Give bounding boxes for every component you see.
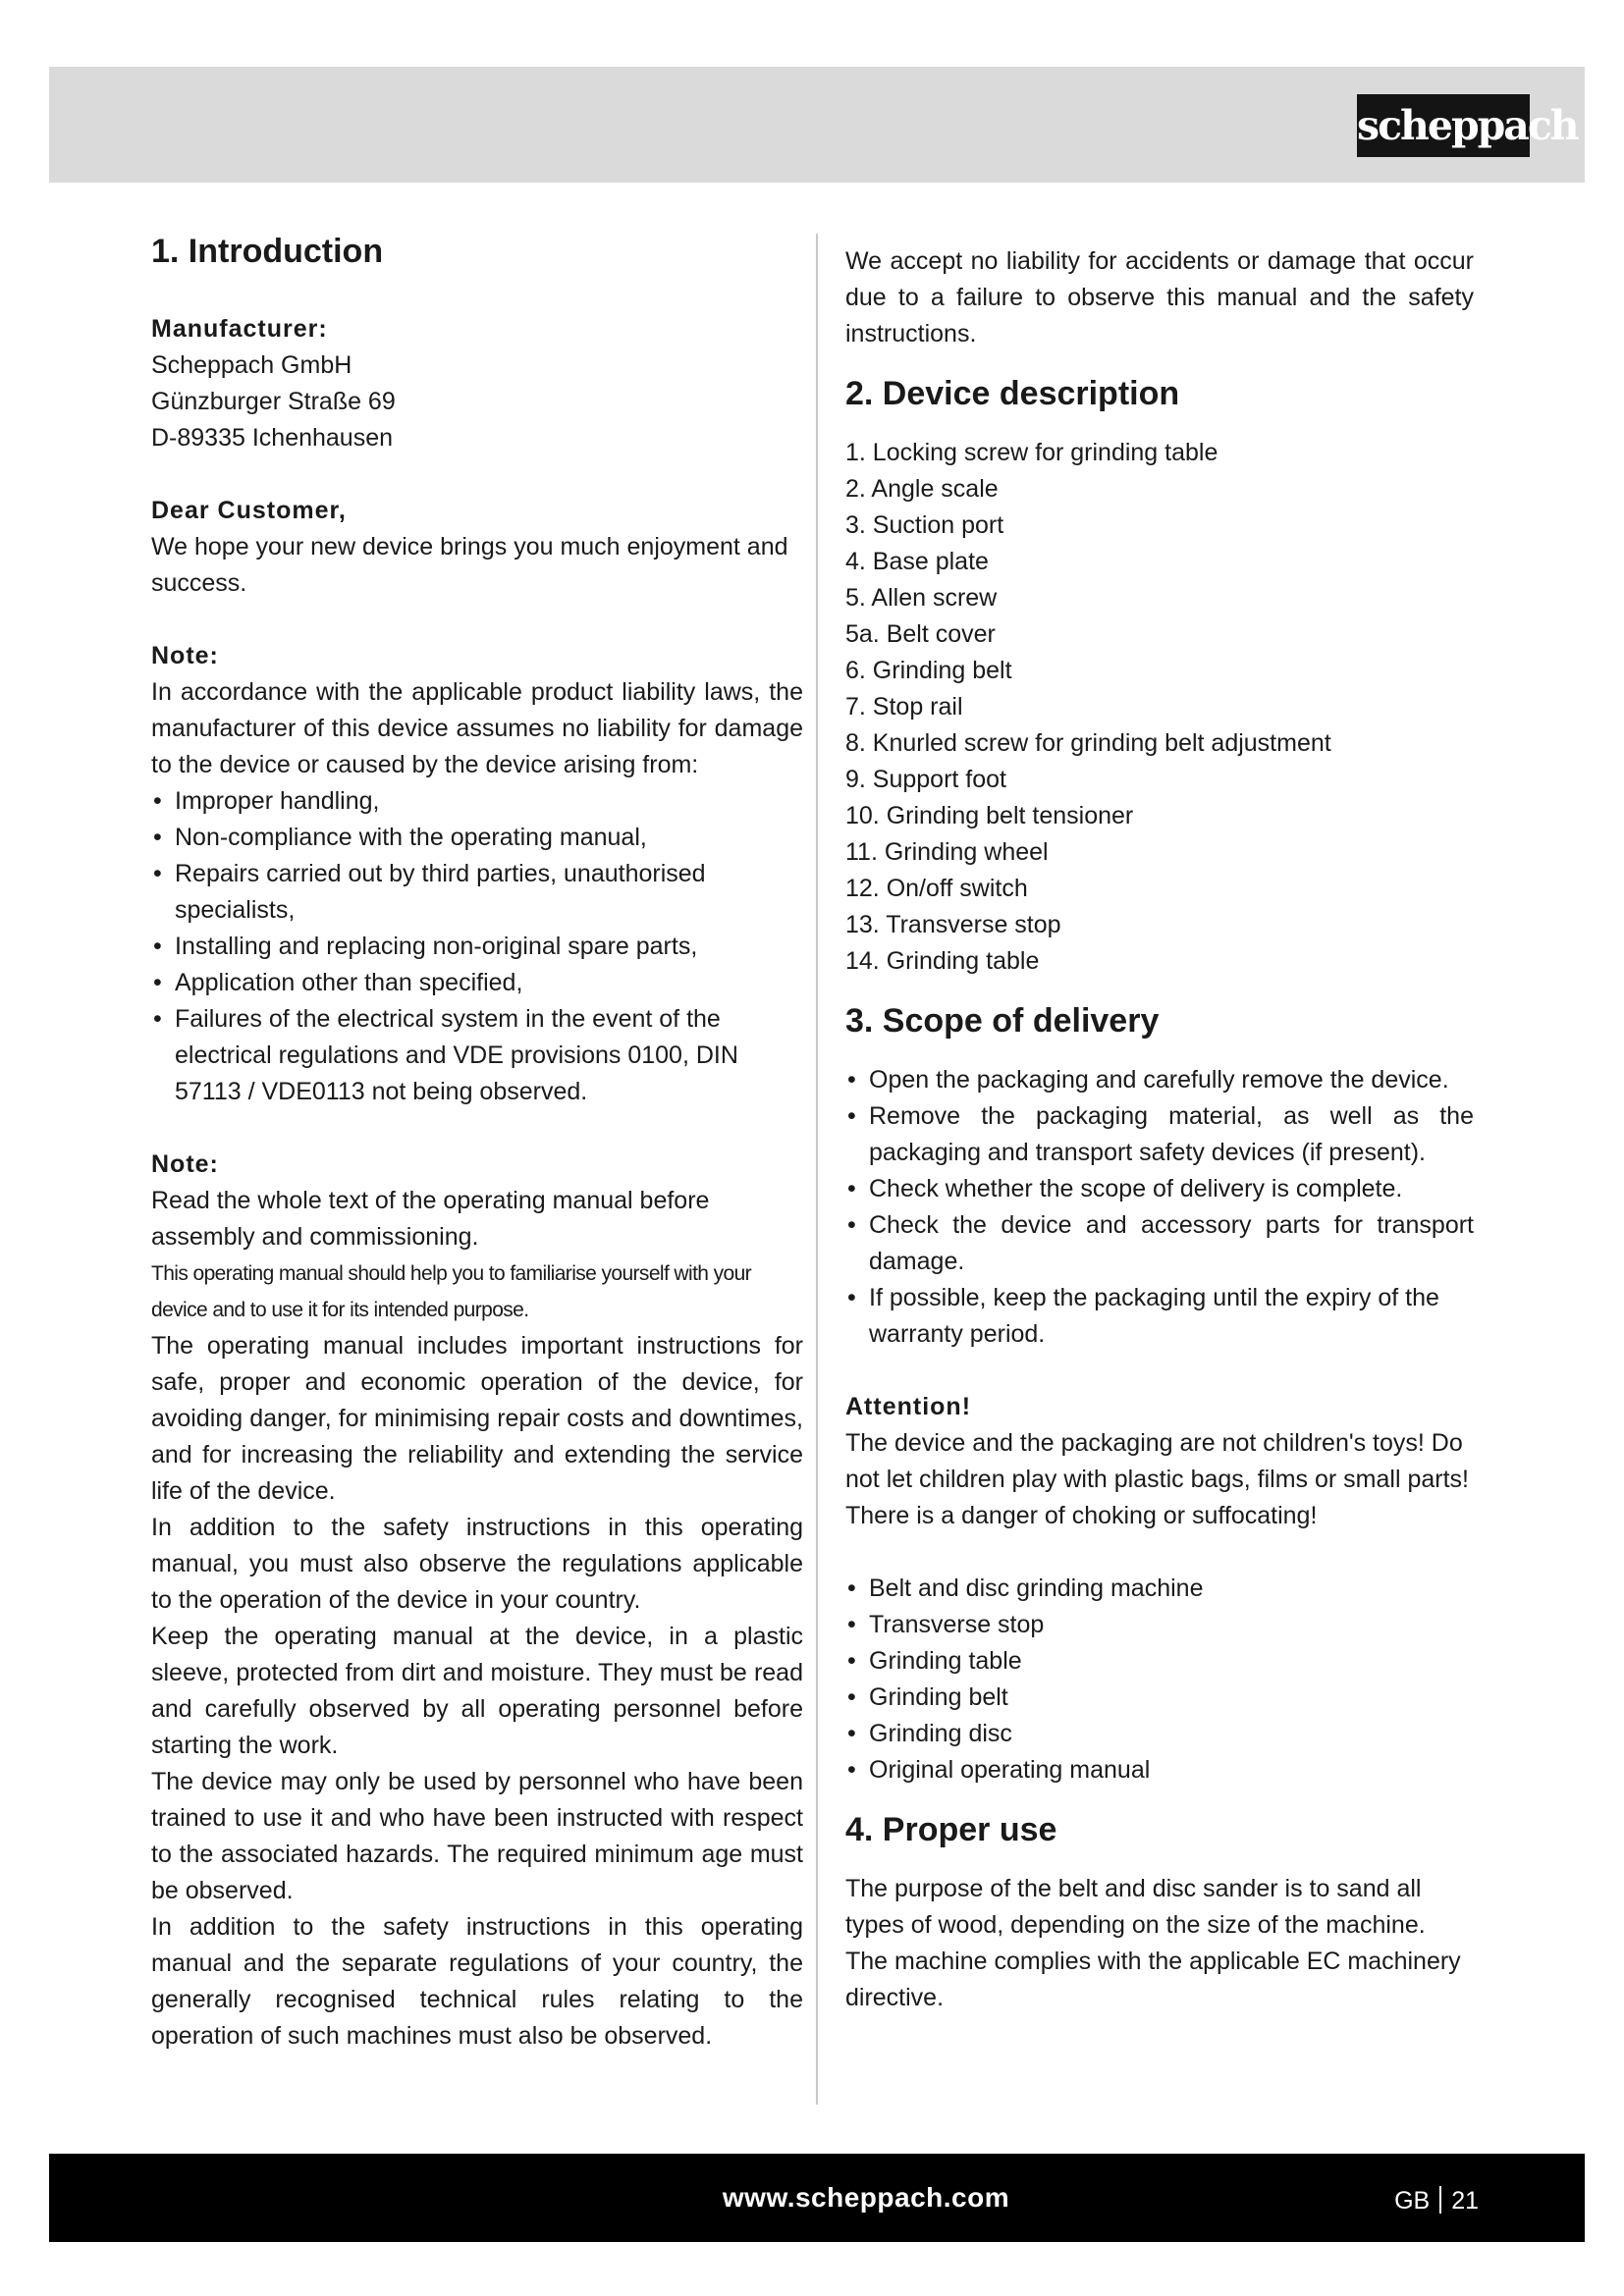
separator: [1439, 2186, 1441, 2214]
list-item: 3. Suction port: [845, 511, 1004, 539]
device-parts-list: [845, 435, 1474, 980]
right-column: [845, 243, 1474, 2016]
list-item: 12. On/off switch: [845, 875, 1028, 902]
liability-note-text: In accordance with the applicable product liability laws, the manufacturer of this device assumes no liability for damage to the device or caused by the device arising from:: [151, 678, 803, 778]
list-item: • Remove the packaging material, as well as the packaging and transport safety devices (if present).: [845, 1098, 1474, 1171]
list-item: 14. Grinding table: [845, 947, 1040, 975]
note-paragraph: Read the whole text of the operating manual before assembly and commissioning.: [151, 1187, 710, 1251]
note-paragraph: In addition to the safety instructions in this operating manual, you must also observe the regulations applicable to the operation of the device in your country.: [151, 1514, 803, 1614]
list-item: • Belt and disc grinding machine: [845, 1571, 1474, 1607]
dear-customer-label: Dear Customer,: [151, 497, 347, 524]
note-paragraph: The device may only be used by personnel who have been trained to use it and who have been instructed with respect to the associated hazards. The required minimum age must be observed.: [151, 1768, 803, 1904]
list-item: • Grinding table: [845, 1643, 1474, 1680]
list-item: • Repairs carried out by third parties, unauthorised specialists,: [151, 856, 803, 929]
list-item: • Open the packaging and carefully remove the device.: [845, 1062, 1474, 1098]
language-code: GB: [1394, 2187, 1431, 2215]
list-item: • Failures of the electrical system in the event of the electrical regulations and VDE provisions 0100, DIN 57113 / VDE0113 not being observed.: [151, 1001, 803, 1110]
note-label: Note:: [151, 1150, 219, 1178]
note-paragraph: The operating manual includes important instructions for safe, proper and economic operation of the device, for avoiding danger, for minimising repair costs and downtimes, and for increasing the reliability and extending the service life of the device.: [151, 1332, 803, 1505]
list-item: • Original operating manual: [845, 1752, 1474, 1789]
liability-bullet-list: [151, 783, 803, 1110]
header-band: [49, 67, 1585, 183]
section-heading-proper-use: 4. Proper use: [845, 1811, 1057, 1848]
list-item: • Grinding disc: [845, 1716, 1474, 1752]
list-item: • Transverse stop: [845, 1607, 1474, 1643]
list-item: • Application other than specified,: [151, 965, 803, 1001]
note-label: Note:: [151, 642, 219, 669]
column-divider: [816, 234, 818, 2105]
list-item: 6. Grinding belt: [845, 657, 1012, 684]
list-item: • Grinding belt: [845, 1680, 1474, 1716]
left-column: [151, 228, 803, 2055]
proper-use-text: The purpose of the belt and disc sander is to sand all types of wood, depending on the size of the machine. The machine complies with the applicable EC machinery directive.: [845, 1875, 1461, 2011]
list-item: • Improper handling,: [151, 783, 803, 820]
list-item: 2. Angle scale: [845, 475, 999, 503]
note-paragraph: In addition to the safety instructions in this operating manual and the separate regulations of your country, the generally recognised technical rules relating to the operation of such machines must also be observed.: [151, 1913, 803, 2050]
manufacturer-name: Scheppach GmbH: [151, 351, 352, 379]
page-number: 21: [1451, 2187, 1479, 2215]
list-item: 1. Locking screw for grinding table: [845, 439, 1218, 466]
note-paragraph: Keep the operating manual at the device, in a plastic sleeve, protected from dirt and moisture. They must be read and carefully observed by all operating personnel before starting the work.: [151, 1623, 803, 1759]
list-item: • Non-compliance with the operating manual,: [151, 820, 803, 856]
manufacturer-label: Manufacturer:: [151, 315, 328, 343]
list-item: • Check the device and accessory parts for transport damage.: [845, 1207, 1474, 1280]
list-item: 13. Transverse stop: [845, 911, 1061, 938]
manufacturer-city: D-89335 Ichenhausen: [151, 424, 394, 452]
list-item: • If possible, keep the packaging until the expiry of the warranty period.: [845, 1280, 1474, 1353]
list-item: 9. Support foot: [845, 766, 1007, 793]
manufacturer-street: Günzburger Straße 69: [151, 388, 396, 415]
note-paragraph: This operating manual should help you to familiarise yourself with your device and to use it for its intended purpose.: [151, 1262, 752, 1321]
section-heading-introduction: 1. Introduction: [151, 233, 384, 270]
section-heading-device-description: 2. Device description: [845, 375, 1180, 412]
scheppach-logo: scheppach: [1357, 94, 1530, 157]
list-item: • Installing and replacing non-original spare parts,: [151, 929, 803, 965]
list-item: 5. Allen screw: [845, 584, 998, 612]
delivery-items-list: [845, 1571, 1474, 1789]
list-item: 8. Knurled screw for grinding belt adjustment: [845, 729, 1331, 757]
page-indicator: [1394, 2154, 1479, 2248]
attention-text: The device and the packaging are not children's toys! Do not let children play with plastic bags, films or small parts! There is a danger of choking or suffocating!: [845, 1429, 1469, 1529]
list-item: 4. Base plate: [845, 548, 989, 575]
footer-band: [49, 2154, 1585, 2242]
list-item: 10. Grinding belt tensioner: [845, 802, 1134, 829]
list-item: • Check whether the scope of delivery is complete.: [845, 1171, 1474, 1207]
section-heading-scope-of-delivery: 3. Scope of delivery: [845, 1002, 1160, 1040]
list-item: 11. Grinding wheel: [845, 838, 1049, 866]
dear-customer-text: We hope your new device brings you much enjoyment and success.: [151, 533, 788, 597]
footer-website-link[interactable]: www.scheppach.com: [722, 2182, 1010, 2213]
list-item: 5a. Belt cover: [845, 620, 996, 648]
liability-disclaimer: We accept no liability for accidents or damage that occur due to a failure to observe this manual and the safety instructions.: [845, 247, 1474, 347]
scope-bullet-list: [845, 1062, 1474, 1353]
list-item: 7. Stop rail: [845, 693, 963, 721]
attention-label: Attention!: [845, 1393, 972, 1420]
